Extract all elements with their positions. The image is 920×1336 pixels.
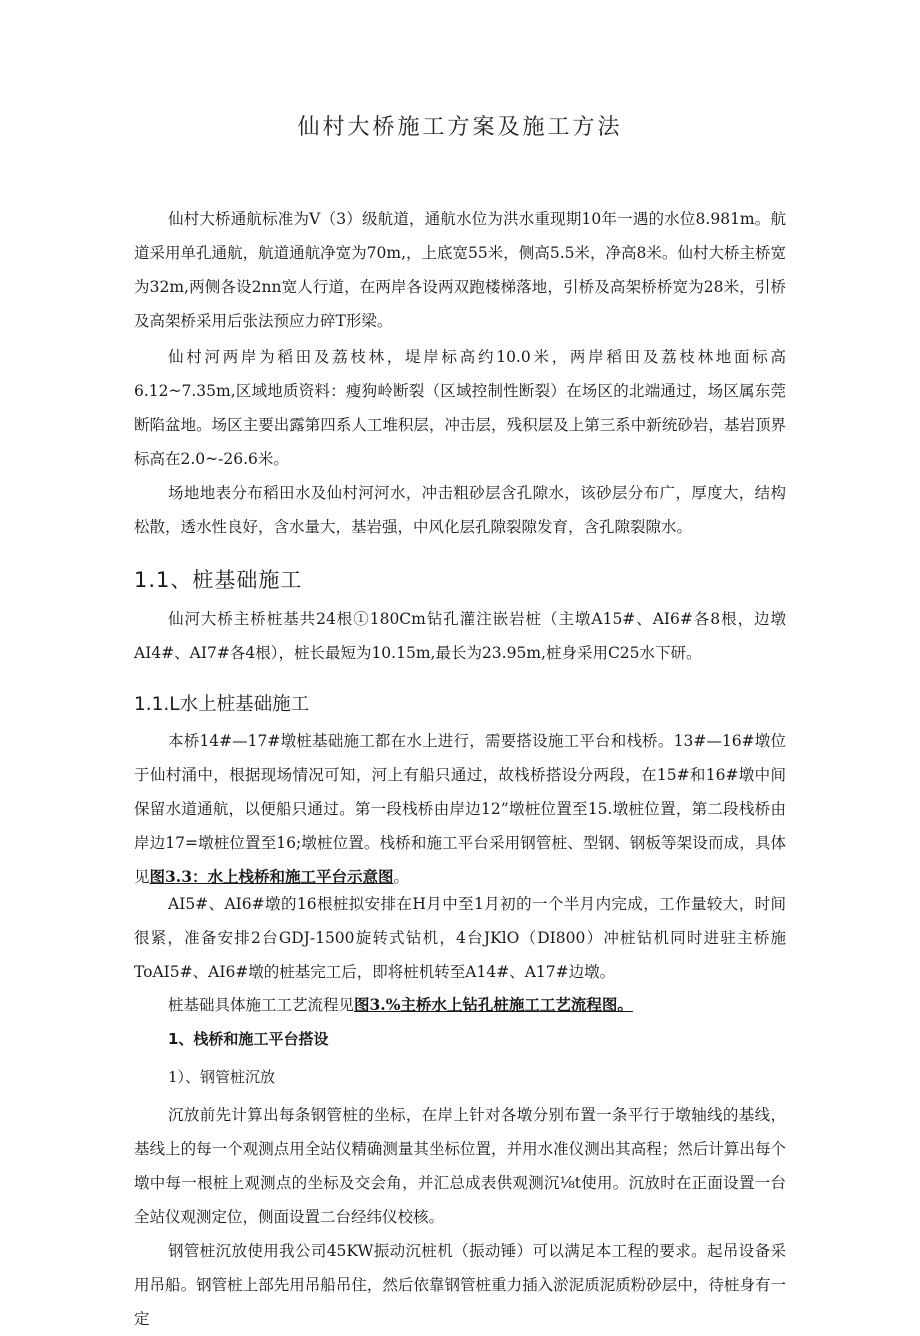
paragraph-end: 。 (393, 868, 409, 886)
figure-3-3-link[interactable]: 图3.3：水上栈桥和施工平台示意图 (149, 867, 394, 886)
intro-paragraph-3: 场地地表分布稻田水及仙村河河水，冲击粗砂层含孔隙水，该砂层分布广，厚度大，结构松散，透水性良好，含水量大，基岩强，中风化层孔隙裂隙发育，含孔隙裂隙水。 (134, 484, 786, 536)
subsection-1-paragraph-1: 沉放前先计算出每条钢管桩的坐标，在岸上针对各墩分别布置一条平行于墩轴线的基线，基线上的每一个观测点用全站仪精确测量其坐标位置，并用水准仪测出其高程；然后计算出每个墩中每一根桩上观测点的坐标及交会角，并汇总成表供观测沉⅛t使用。沉放时在正面设置一台全站仪观测定位，侧面设置二台经纬仪校核。 (134, 1106, 786, 1226)
document-title: 仙村大桥施工方案及施工方法 (297, 115, 623, 140)
section-1-1-paragraph: 仙河大桥主桥桩基共24根①180Cm钻孔灌注嵌岩桩（主墩A15#、AI6#各8根，边墩AI4#、AI7#各4根），桩长最短为10.15m,最长为23.95m,桩身采用C25水下研。 (134, 610, 786, 662)
section-1-1-1-paragraph-3 (134, 988, 786, 1022)
section-heading-1-1: 1.1、桩基础施工 (134, 568, 303, 592)
figure-3-x-link[interactable]: 图3.%主桥水上钻孔桩施工工艺流程图。 (354, 995, 633, 1014)
paragraph-text: 本桥14#—17#墩桩基础施工都在水上进行，需要搭设施工平台和栈桥。13#—16#墩位于仙村涌中，根据现场情况可知，河上有船只通过，故栈桥搭设分两段，在15#和16#墩中间保留水道通航，以便船只通过。第一段栈桥由岸边12”墩桩位置至15.墩桩位置，第二段栈桥由岸边17=墩桩位置至16;墩桩位置。栈桥和施工平台采用钢管桩、型钢、钢板等架设而成，具体见 (134, 732, 786, 886)
intro-paragraph-2: 仙村河两岸为稻田及荔枝林，堤岸标高约10.0米，两岸稻田及荔枝林地面标高6.12~7.35m,区域地质资料：瘦狗岭断裂（区域控制性断裂）在场区的北端通过，场区属东莞断陷盆地。场区主要出露第四系人工堆积层，冲击层，残积层及上第三系中新统砂岩，基岩顶界标高在2.0~-26.6米。 (134, 348, 786, 468)
section-1-1-1-paragraph-2: AI5#、AI6#墩的16根桩拟安排在H月中至1月初的一个半月内完成，工作量较大，时间很紧，准备安排2台GDJ-1500旋转式钻机，4台JKlO（DI800）冲桩钻机同时进驻主桥施ToAI5#、AI6#墩的桩基完工后，即将桩机转至A14#、A17#边墩。 (134, 895, 786, 981)
paragraph-text: 桩基础具体施工工艺流程见 (168, 996, 355, 1014)
intro-paragraph-1: 仙村大桥通航标准为Ⅴ（3）级航道，通航水位为洪水重现期10年一遇的水位8.981m。航道采用单孔通航，航道通航净宽为70m,，上底宽55米，侧高5.5米，净高8米。仙村大桥主桥宽为32m,两侧各设2nn宽人行道，在两岸各设两双跑楼梯落地，引桥及高架桥桥宽为28米，引桥及高架桥采用后张法预应力碎T形梁。 (134, 210, 786, 330)
item-heading-1: 1）、钢管桩沉放 (168, 1068, 276, 1086)
subsection-1-paragraph-2: 钢管桩沉放使用我公司45KW振动沉桩机（振动锤）可以满足本工程的要求。起吊设备采用吊船。钢管桩上部先用吊船吊住，然后依靠钢管桩重力插入淤泥质泥质粉砂层中，待桩身有一定 (134, 1242, 786, 1328)
section-heading-1-1-1: 1.1.L水上桩基础施工 (134, 694, 310, 715)
section-1-1-1-paragraph-1 (134, 724, 786, 894)
subsection-heading-1: 1、栈桥和施工平台搭设 (168, 1030, 329, 1048)
